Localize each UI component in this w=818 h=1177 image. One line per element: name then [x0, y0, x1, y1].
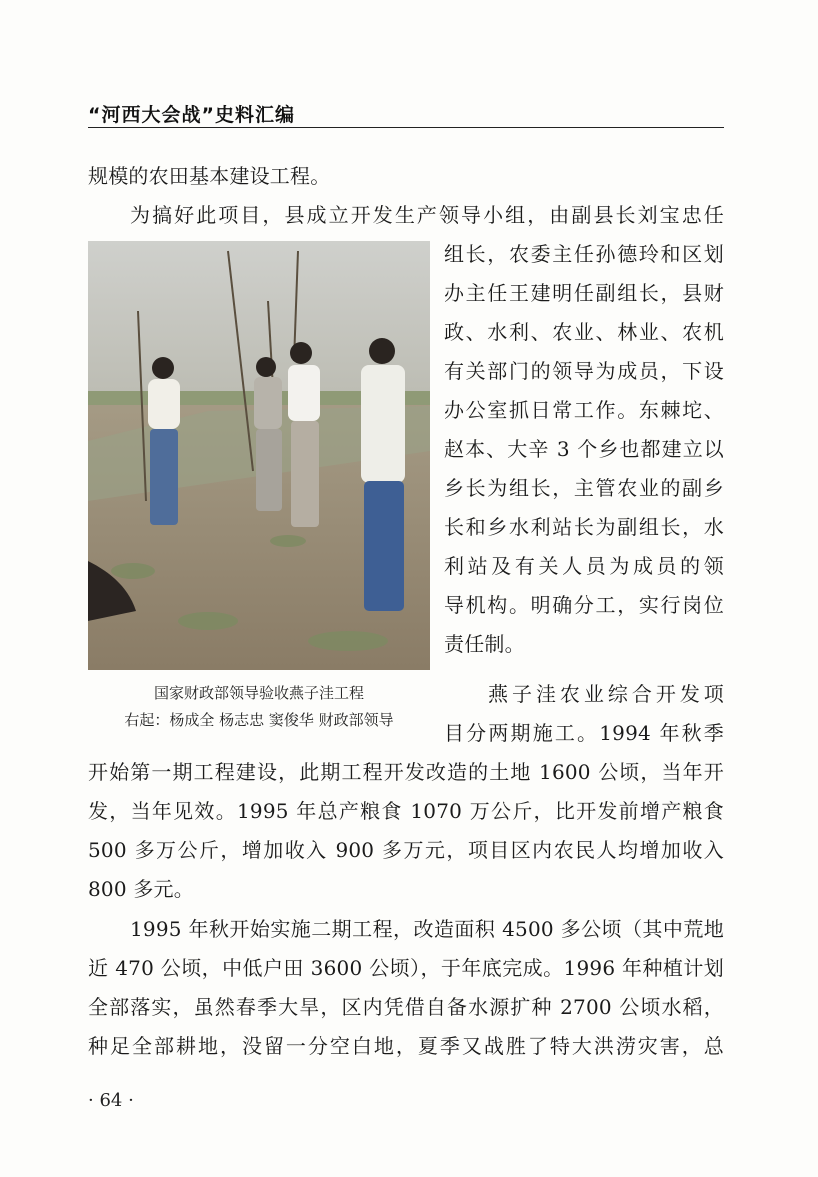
- body-line: 燕子洼农业综合开发项: [488, 682, 724, 706]
- photo-caption-people: 右起：杨成全 杨志忠 窦俊华 财政部领导: [124, 711, 394, 729]
- body-line: 有关部门的领导为成员，下设: [444, 359, 724, 383]
- header-rule: [88, 127, 724, 128]
- body-line: 办公室抓日常工作。东棘坨、: [444, 398, 724, 422]
- page-number: · 64 ·: [88, 1090, 134, 1111]
- body-line: 组长，农委主任孙德玲和区划: [444, 242, 724, 266]
- body-line: 目分两期施工。1994 年秋季: [444, 721, 724, 745]
- body-line: 规模的农田基本建设工程。: [88, 164, 331, 188]
- running-header: “河西大会战”史料汇编: [88, 104, 295, 126]
- body-line: 800 多元。: [88, 877, 194, 901]
- body-line: 长和乡水利站长为副组长，水: [444, 515, 724, 539]
- body-line: 为搞好此项目，县成立开发生产领导小组，由副县长刘宝忠任: [130, 203, 724, 227]
- body-line: 办主任王建明任副组长，县财: [444, 281, 724, 305]
- body-line: 政、水利、农业、林业、农机: [444, 320, 724, 344]
- body-line: 责任制。: [444, 632, 525, 656]
- body-line: 赵本、大辛 3 个乡也都建立以: [444, 437, 724, 461]
- photo-caption-title: 国家财政部领导验收燕子洼工程: [153, 684, 364, 702]
- body-line: 开始第一期工程建设，此期工程开发改造的土地 1600 公顷，当年开: [88, 760, 724, 784]
- body-line: 利站及有关人员为成员的领: [444, 554, 724, 578]
- body-line: 近 470 公顷，中低户田 3600 公顷），于年底完成。1996 年种植计划: [88, 956, 724, 980]
- body-line: 导机构。明确分工，实行岗位: [444, 593, 724, 617]
- photo-officials-inspection: [88, 241, 430, 670]
- body-line: 乡长为组长，主管农业的副乡: [444, 476, 724, 500]
- body-line: 全部落实，虽然春季大旱，区内凭借自备水源扩种 2700 公顷水稻，: [88, 995, 724, 1019]
- body-line: 1995 年秋开始实施二期工程，改造面积 4500 多公顷（其中荒地: [130, 917, 724, 941]
- body-line: 种足全部耕地，没留一分空白地，夏季又战胜了特大洪涝灾害，总: [88, 1034, 724, 1058]
- body-line: 发，当年见效。1995 年总产粮食 1070 万公斤，比开发前增产粮食: [88, 799, 724, 823]
- body-line: 500 多万公斤，增加收入 900 多万元，项目区内农民人均增加收入: [88, 838, 724, 862]
